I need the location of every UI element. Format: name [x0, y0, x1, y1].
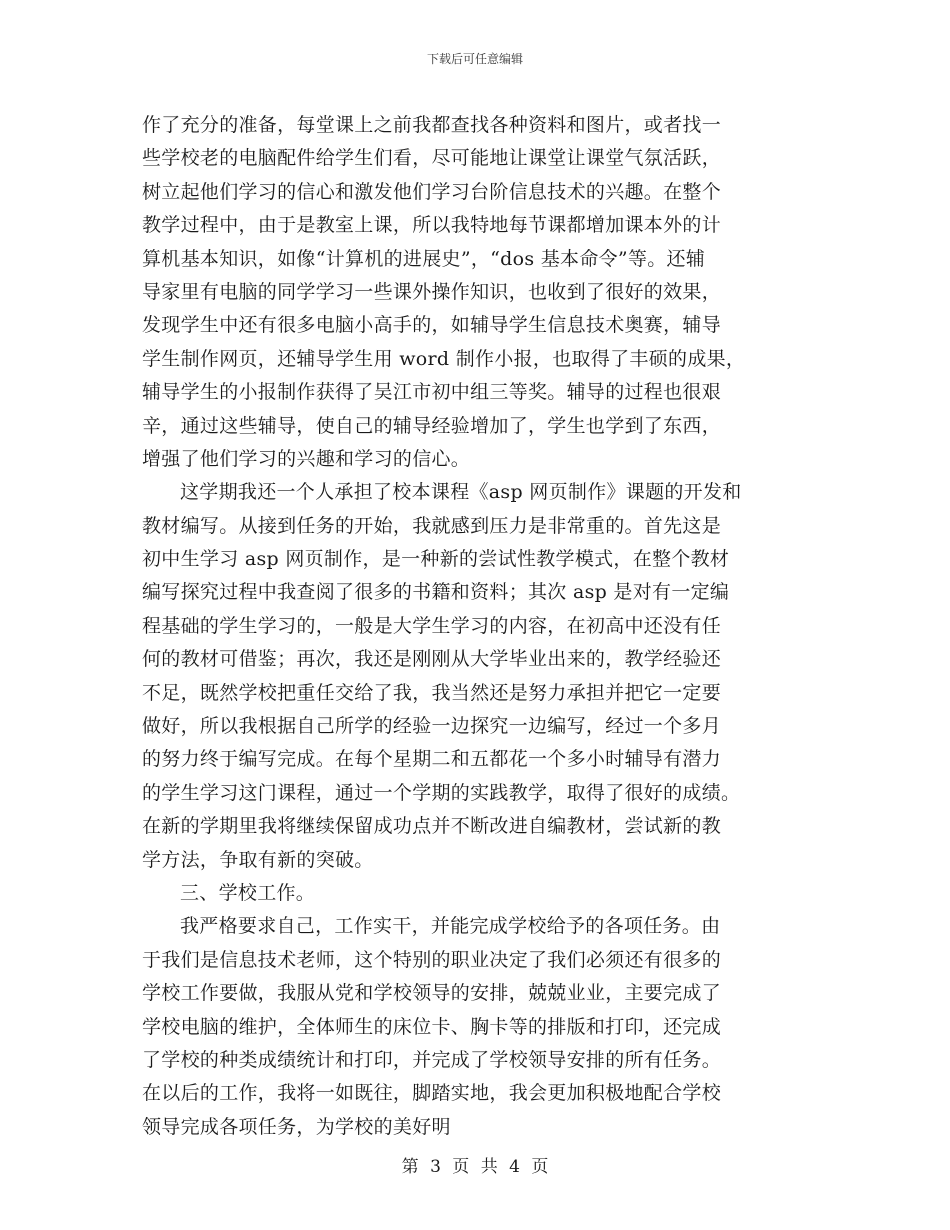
text-line: 不足，既然学校把重任交给了我，我当然还是努力承担并把它一定要 — [142, 681, 722, 704]
text-line: 初中生学习 asp 网页制作，是一种新的尝试性教学模式，在整个教材 — [142, 548, 730, 571]
text-line: 辛，通过这些辅导，使自己的辅导经验增加了，学生也学到了东西， — [142, 414, 722, 437]
paragraph-start-line: 这学期我还一个人承担了校本课程《asp 网页制作》课题的开发和 — [180, 481, 742, 504]
text-line: 算机基本知识，如像“计算机的进展史”，“dos 基本命令”等。还辅 — [142, 247, 706, 270]
text-line: 的学生学习这门课程，通过一个学期的实践教学，取得了很好的成绩。 — [142, 781, 741, 804]
text-line: 导家里有电脑的同学学习一些课外操作知识，也收到了很好的效果， — [142, 280, 722, 303]
text-line: 些学校老的电脑配件给学生们看，尽可能地让课堂让课堂气氛活跃， — [142, 147, 722, 170]
text-line: 教材编写。从接到任务的开始，我就感到压力是非常重的。首先这是 — [142, 514, 722, 537]
text-line: 在新的学期里我将继续保留成功点并不断改进自编教材，尝试新的教 — [142, 815, 722, 838]
text-line: 做好，所以我根据自己所学的经验一边探究一边编写，经过一个多月 — [142, 715, 722, 738]
text-line: 了学校的种类成绩统计和打印，并完成了学校领导安排的所有任务。 — [142, 1048, 722, 1071]
text-line: 领导完成各项任务，为学校的美好明 — [142, 1115, 451, 1138]
text-line: 树立起他们学习的信心和激发他们学习台阶信息技术的兴趣。在整个 — [142, 180, 722, 203]
document-body — [142, 109, 814, 1144]
page-header-note: 下载后可任意编辑 — [426, 52, 523, 66]
text-line: 的努力终于编写完成。在每个星期二和五都花一个多小时辅导有潜力 — [142, 748, 722, 771]
text-line: 发现学生中还有很多电脑小高手的，如辅导学生信息技术奥赛，辅导 — [142, 314, 722, 337]
section-heading: 三、学校工作。 — [180, 881, 316, 904]
text-line: 程基础的学生学习的，一般是大学生学习的内容，在初高中还没有任 — [142, 614, 722, 637]
text-line: 学生制作网页，还辅导学生用 word 制作小报，也取得了丰硕的成果， — [142, 347, 746, 370]
text-line: 学方法，争取有新的突破。 — [142, 848, 374, 871]
text-line: 学校工作要做，我服从党和学校领导的安排，兢兢业业，主要完成了 — [142, 982, 722, 1005]
text-line: 于我们是信息技术老师，这个特别的职业决定了我们必须还有很多的 — [142, 948, 722, 971]
paragraph-start-line: 我严格要求自己，工作实干，并能完成学校给予的各项任务。由 — [180, 915, 721, 938]
text-line: 在以后的工作，我将一如既往，脚踏实地，我会更加积极地配合学校 — [142, 1082, 722, 1105]
text-line: 编写探究过程中我查阅了很多的书籍和资料；其次 asp 是对有一定编 — [142, 581, 730, 604]
text-line: 作了充分的准备，每堂课上之前我都查找各种资料和图片，或者找一 — [142, 114, 722, 136]
text-line: 何的教材可借鉴；再次，我还是刚刚从大学毕业出来的，教学经验还 — [142, 648, 722, 671]
text-line: 增强了他们学习的兴趣和学习的信心。 — [142, 447, 471, 470]
page-number-footer: 第 3 页 共 4 页 — [401, 1157, 549, 1177]
text-line: 教学过程中，由于是教室上课，所以我特地每节课都增加课本外的计 — [142, 214, 722, 237]
text-line: 学校电脑的维护，全体师生的床位卡、胸卡等的排版和打印，还完成 — [142, 1015, 722, 1038]
text-line: 辅导学生的小报制作获得了吴江市初中组三等奖。辅导的过程也很艰 — [142, 381, 722, 404]
